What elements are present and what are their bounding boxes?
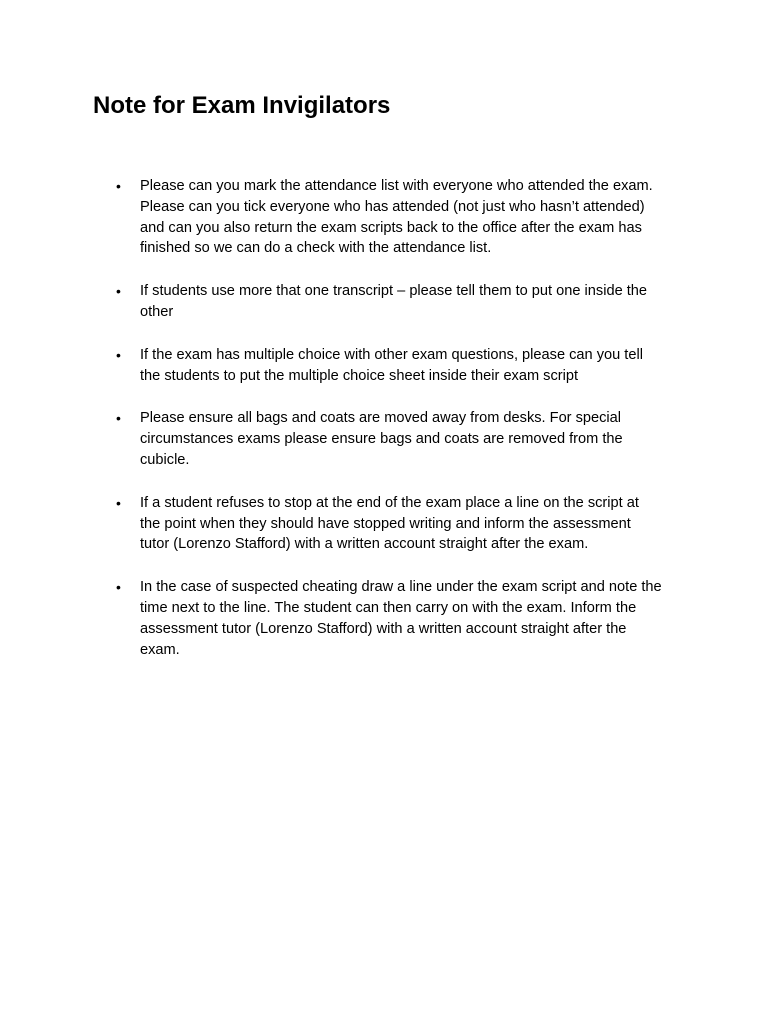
note-text: If students use more that one transcript – please tell them to put one inside the other bbox=[140, 283, 648, 320]
bullet-icon: • bbox=[116, 346, 121, 363]
note-text: If the exam has multiple choice with other exam questions, please can you tell the students to put the multiple choice sheet inside their exam script bbox=[140, 346, 643, 384]
list-item bbox=[113, 408, 663, 470]
note-text: Please ensure all bags and coats are moved away from desks. For special circumstances exams please ensure bags and coats are removed from the cubicle. bbox=[140, 410, 623, 468]
bullet-icon: • bbox=[116, 410, 121, 427]
bullet-icon: • bbox=[116, 494, 121, 511]
page-title: Note for Exam Invigilators bbox=[93, 92, 391, 119]
bullet-icon: • bbox=[116, 283, 121, 300]
list-item bbox=[113, 281, 663, 323]
list-item bbox=[113, 493, 663, 555]
note-text: If a student refuses to stop at the end of the exam place a line on the script at the point when they should have stopped writing and inform the assessment tutor (Lorenzo Stafford) with a written account straight after the exam. bbox=[140, 494, 639, 553]
list-item bbox=[113, 577, 663, 660]
note-text: Please can you mark the attendance list with everyone who attended the exam. Please can you tick everyone who has attended (not just who hasn’t attended) and can you also return the exam scripts back to the office after the exam has finished so we can do a check with the attendance list. bbox=[140, 178, 653, 257]
bullet-icon: • bbox=[116, 178, 121, 194]
list-item bbox=[113, 345, 663, 387]
note-text: In the case of suspected cheating draw a line under the exam script and note the time next to the line. The student can then carry on with the exam. Inform the assessment tutor (Lorenzo Stafford) with a written account straight after the exam. bbox=[140, 579, 662, 658]
list-item bbox=[113, 176, 663, 259]
invigilator-notes-list bbox=[113, 176, 663, 682]
bullet-icon: • bbox=[116, 579, 121, 596]
